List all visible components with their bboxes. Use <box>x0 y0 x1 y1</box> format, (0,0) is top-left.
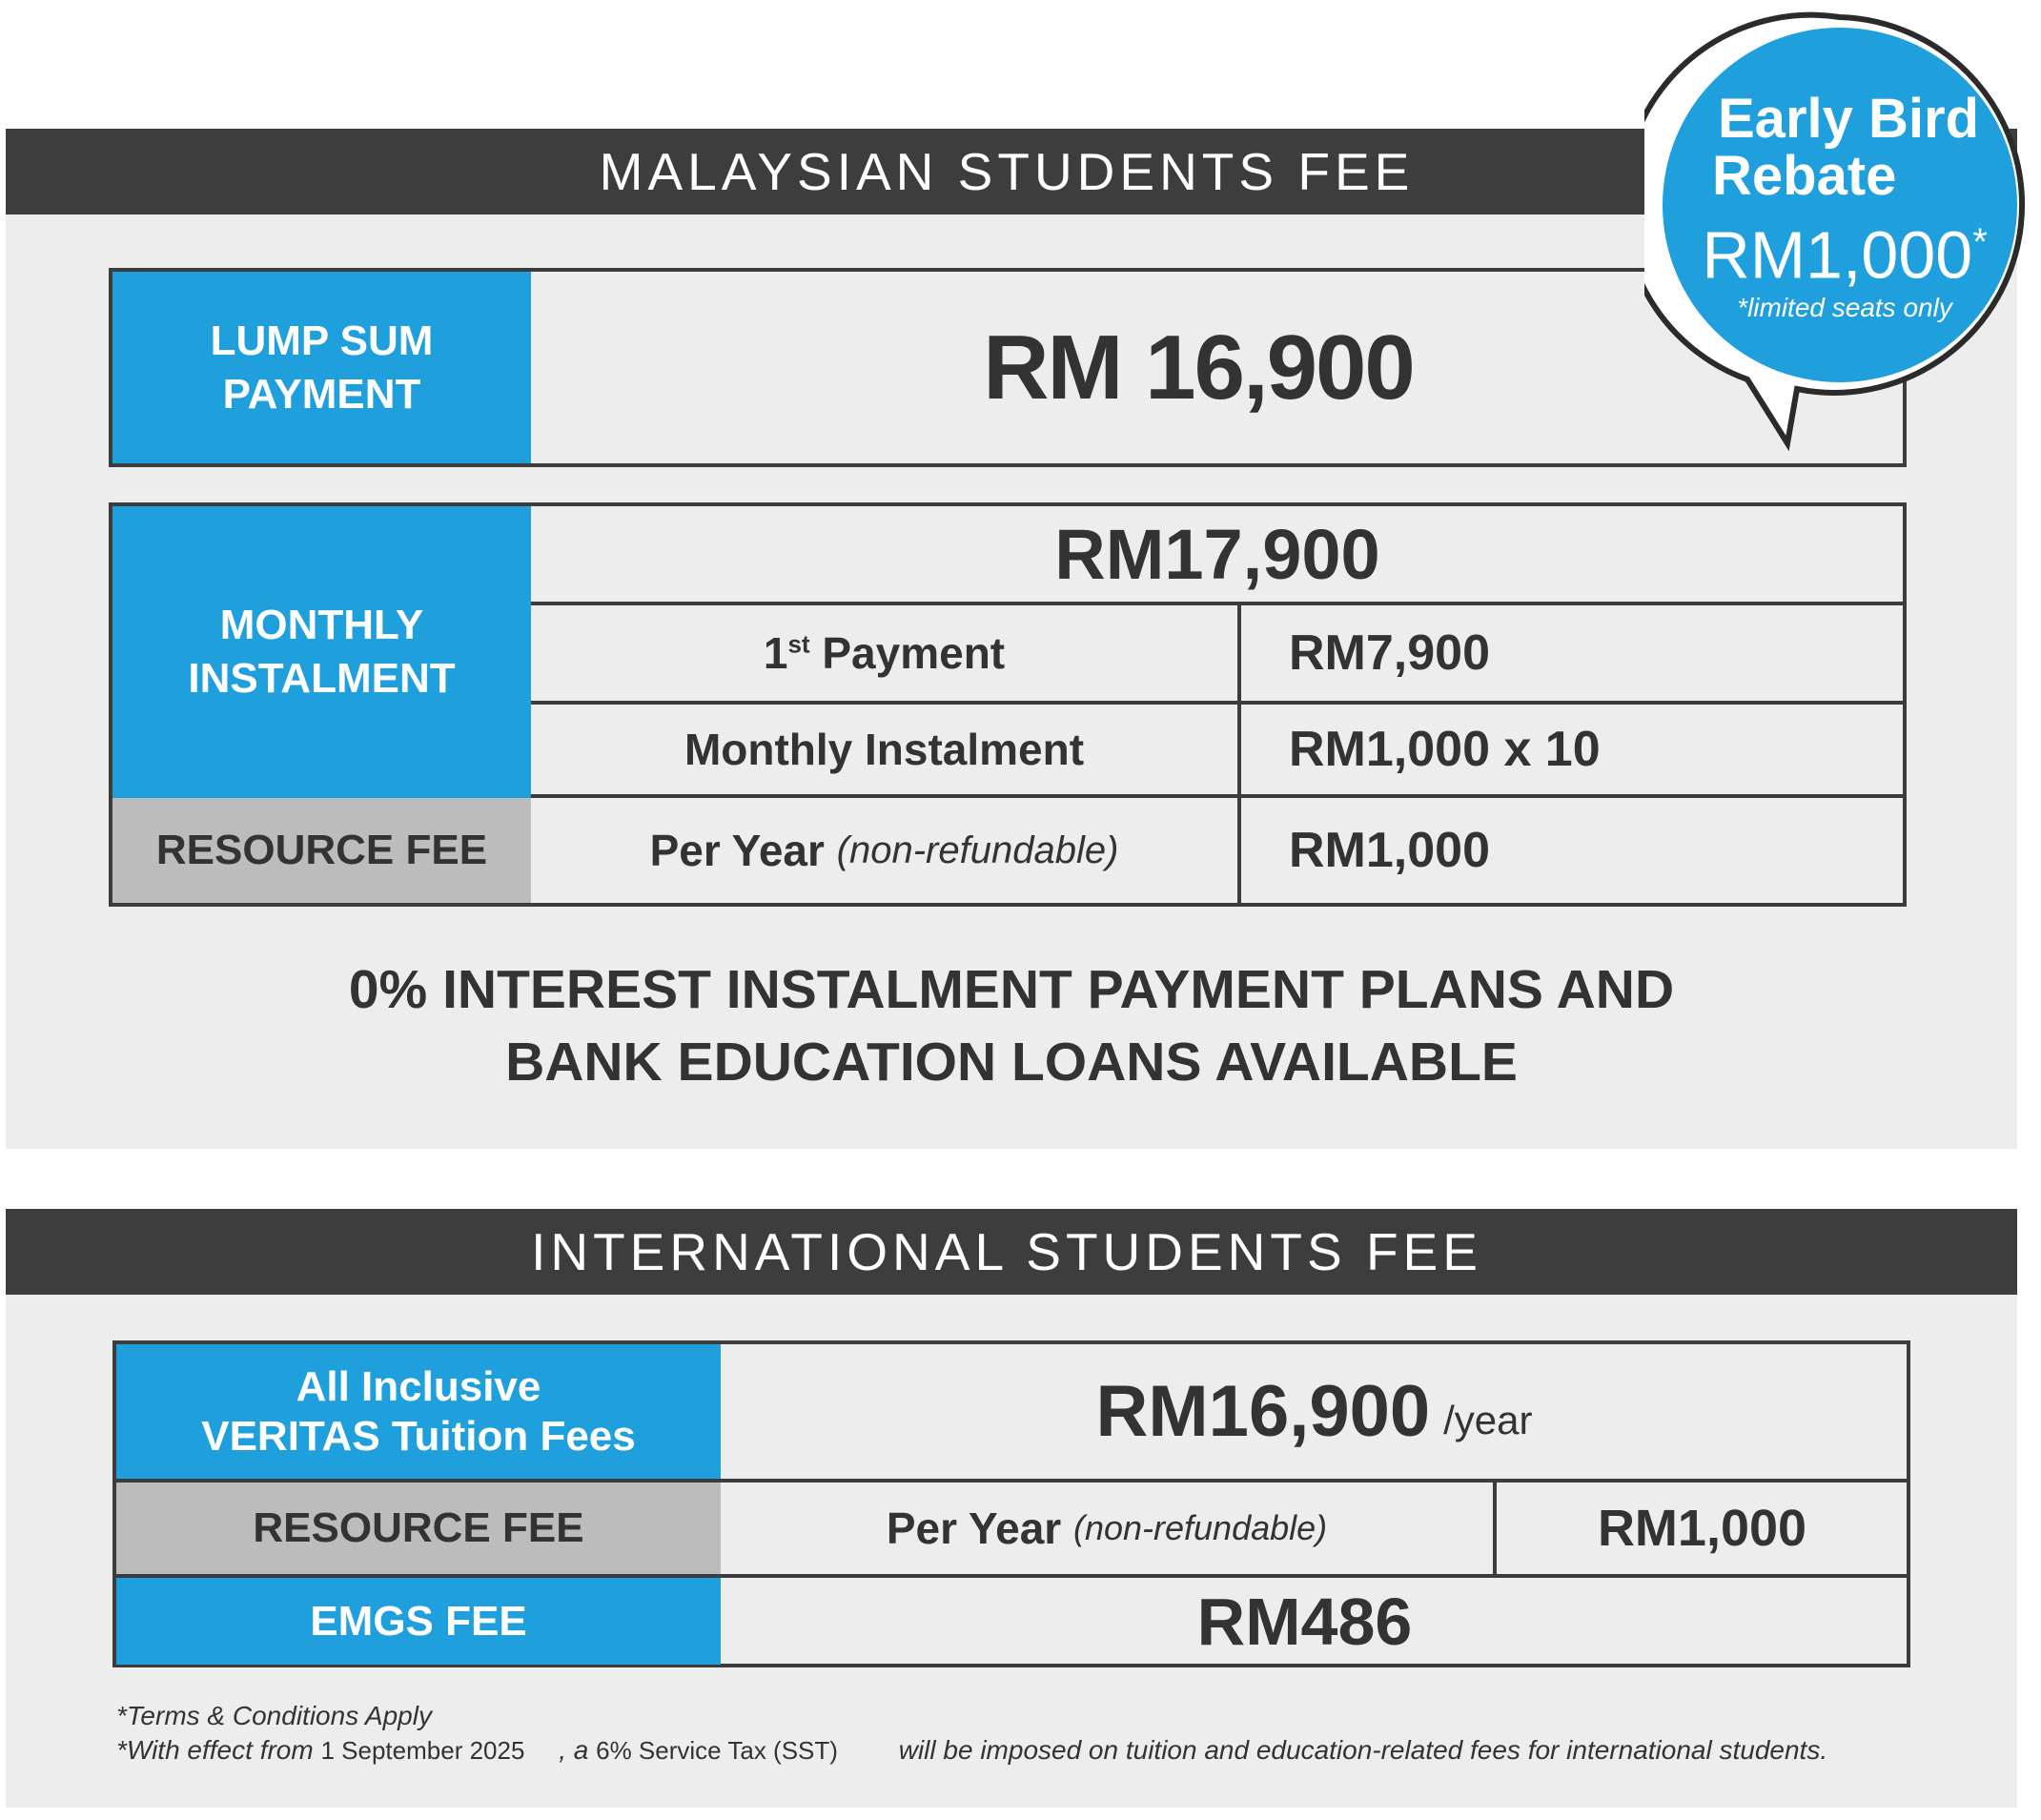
divider <box>531 794 1904 798</box>
monthly-instalment-table <box>109 502 1907 907</box>
financing-notice: 0% INTEREST INSTALMENT PAYMENT PLANS AND BANK EDUCATION LOANS AVAILABLE <box>348 959 1675 1093</box>
divider <box>116 1574 1908 1578</box>
divider <box>116 1479 1908 1483</box>
divider <box>531 602 1904 605</box>
first-payment-amount: RM7,900 <box>1289 625 1490 681</box>
lump-sum-amount: RM 16,900 <box>983 316 1414 419</box>
early-bird-content <box>1668 88 2021 324</box>
monthly-instalment-label: MONTHLY INSTALMENT <box>112 506 531 798</box>
emgs-fee-label: EMGS FEE <box>116 1578 721 1665</box>
early-bird-note: *limited seats only <box>1737 293 1952 323</box>
footnote-sst: *With effect from 1 September 2025 , a 6% Service Tax (SST) will be imposed on tuition and education-related fees for international students. <box>116 1735 1828 1765</box>
intl-resource-fee-label: RESOURCE FEE <box>116 1483 721 1574</box>
malaysian-header-text: MALAYSIAN STUDENTS FEE <box>599 142 1415 201</box>
footnote-terms: *Terms & Conditions Apply <box>116 1701 432 1730</box>
monthly-total-amount: RM17,900 <box>1054 514 1380 594</box>
instalment-amount: RM1,000 x 10 <box>1289 722 1601 777</box>
early-bird-subtitle: Rebate <box>1712 145 1897 207</box>
international-header <box>6 1209 2017 1295</box>
divider <box>531 701 1904 705</box>
resource-per-year: Per Year (non-refundable) <box>649 826 1119 875</box>
footnotes <box>116 1699 2013 1768</box>
lump-sum-label: LUMP SUM PAYMENT <box>112 272 531 463</box>
lump-sum-table <box>109 268 1907 467</box>
intl-resource-amount: RM1,000 <box>1597 1500 1807 1557</box>
divider <box>1237 602 1241 903</box>
resource-fee-label: RESOURCE FEE <box>112 798 531 903</box>
early-bird-title: Early Bird <box>1718 88 1979 150</box>
tuition-amount: RM16,900 /year <box>1095 1371 1533 1452</box>
international-table <box>112 1340 1910 1667</box>
emgs-fee-amount: RM486 <box>1196 1584 1413 1659</box>
resource-amount: RM1,000 <box>1289 823 1490 878</box>
tuition-label: All Inclusive VERITAS Tuition Fees <box>116 1344 721 1479</box>
early-bird-amount: RM1,000* <box>1702 217 1988 293</box>
intl-resource-per-year: Per Year (non-refundable) <box>886 1503 1328 1553</box>
divider <box>1493 1483 1497 1574</box>
international-header-text: INTERNATIONAL STUDENTS FEE <box>531 1222 1482 1281</box>
instalment-label: Monthly Instalment <box>684 725 1085 774</box>
first-payment-label: 1st Payment <box>763 628 1006 678</box>
